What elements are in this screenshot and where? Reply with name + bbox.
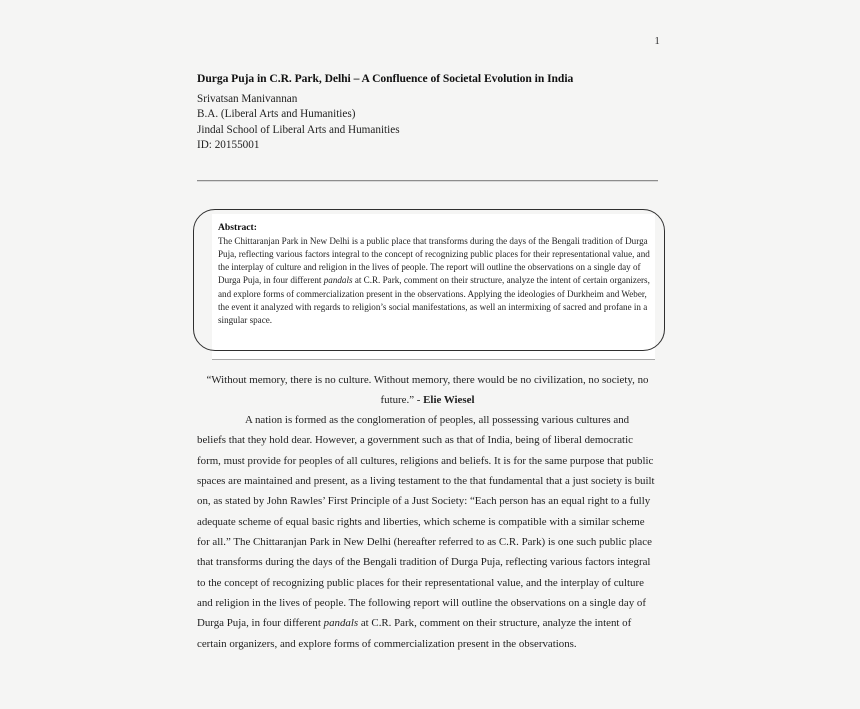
abstract-content <box>218 221 650 327</box>
abstract-text-part-1: The Chittaranjan Park in New Delhi is a public place that transforms during the days of the Bengali tradition of Durga Puja, reflecting various factors integral to the concept of recognizing public places for their representational value, and the interplay of culture and religion in the lives of people. The report will outline the observations on a single day of Durga Puja, in four different <box>218 235 650 286</box>
author-id: ID: 20155001 <box>197 138 260 151</box>
abstract-body <box>218 236 650 325</box>
page-title: Durga Puja in C.R. Park, Delhi – A Confluence of Societal Evolution in India <box>197 72 574 85</box>
abstract-label: Abstract: <box>218 222 257 233</box>
page-number: 1 <box>654 36 660 47</box>
epigraph-attribution: Elie Wiesel <box>423 394 475 407</box>
body-text-part-1: A nation is formed as the conglomeration of peoples, all possessing various cultures and beliefs that they hold dear. However, a government such as that of India, being of liberal democratic form, must provide for peoples of all cultures, religions and beliefs. It is for the same purpose that public spaces are maintained and present, as a living testament to the that fundamental that a just society is built on, as stated by John Rawles’ First Principle of a Just Society: “Each person has an equal right to a fully adequate scheme of equal basic rights and liberties, which scheme is compatible with a similar scheme for all.” The Chittaranjan Park in New Delhi (hereafter referred to as C.R. Park) is one such public place that transforms during the days of the Bengali tradition of Durga Puja, reflecting various factors integral to the concept of recognizing public places for their representational value, and the interplay of culture and religion in the lives of people. The following report will outline the observations on a single day of Durga Puja, in four different <box>197 414 655 630</box>
abstract-italic-term: pandals <box>323 275 353 286</box>
author-block <box>197 92 667 153</box>
body-paragraph <box>197 410 658 654</box>
horizontal-divider <box>197 180 658 181</box>
author-degree: B.A. (Liberal Arts and Humanities) <box>197 108 356 121</box>
epigraph-quote: “Without memory, there is no culture. Without memory, there would be no civilization, no society, no future.” - <box>206 374 649 407</box>
author-school: Jindal School of Liberal Arts and Humanities <box>197 123 400 136</box>
body-text-part-2: at C.R. Park, comment on their structure, analyze the intent of certain organizers, and explore forms of commercialization present in the observations. <box>197 617 632 650</box>
epigraph <box>197 370 658 411</box>
abstract-card <box>193 209 667 359</box>
body-italic-term: pandals <box>323 617 359 630</box>
abstract-text-part-2: at C.R. Park, comment on their structure, analyze the intent of certain organizers, and explore forms of commercialization present in the observations. Applying the ideologies of Durkheim and Weber, the event it analyzed with regards to religion’s social manifestations, as well an intermixing of sacred and profane in a singular space. <box>218 275 650 325</box>
author-name: Srivatsan Manivannan <box>197 93 298 105</box>
